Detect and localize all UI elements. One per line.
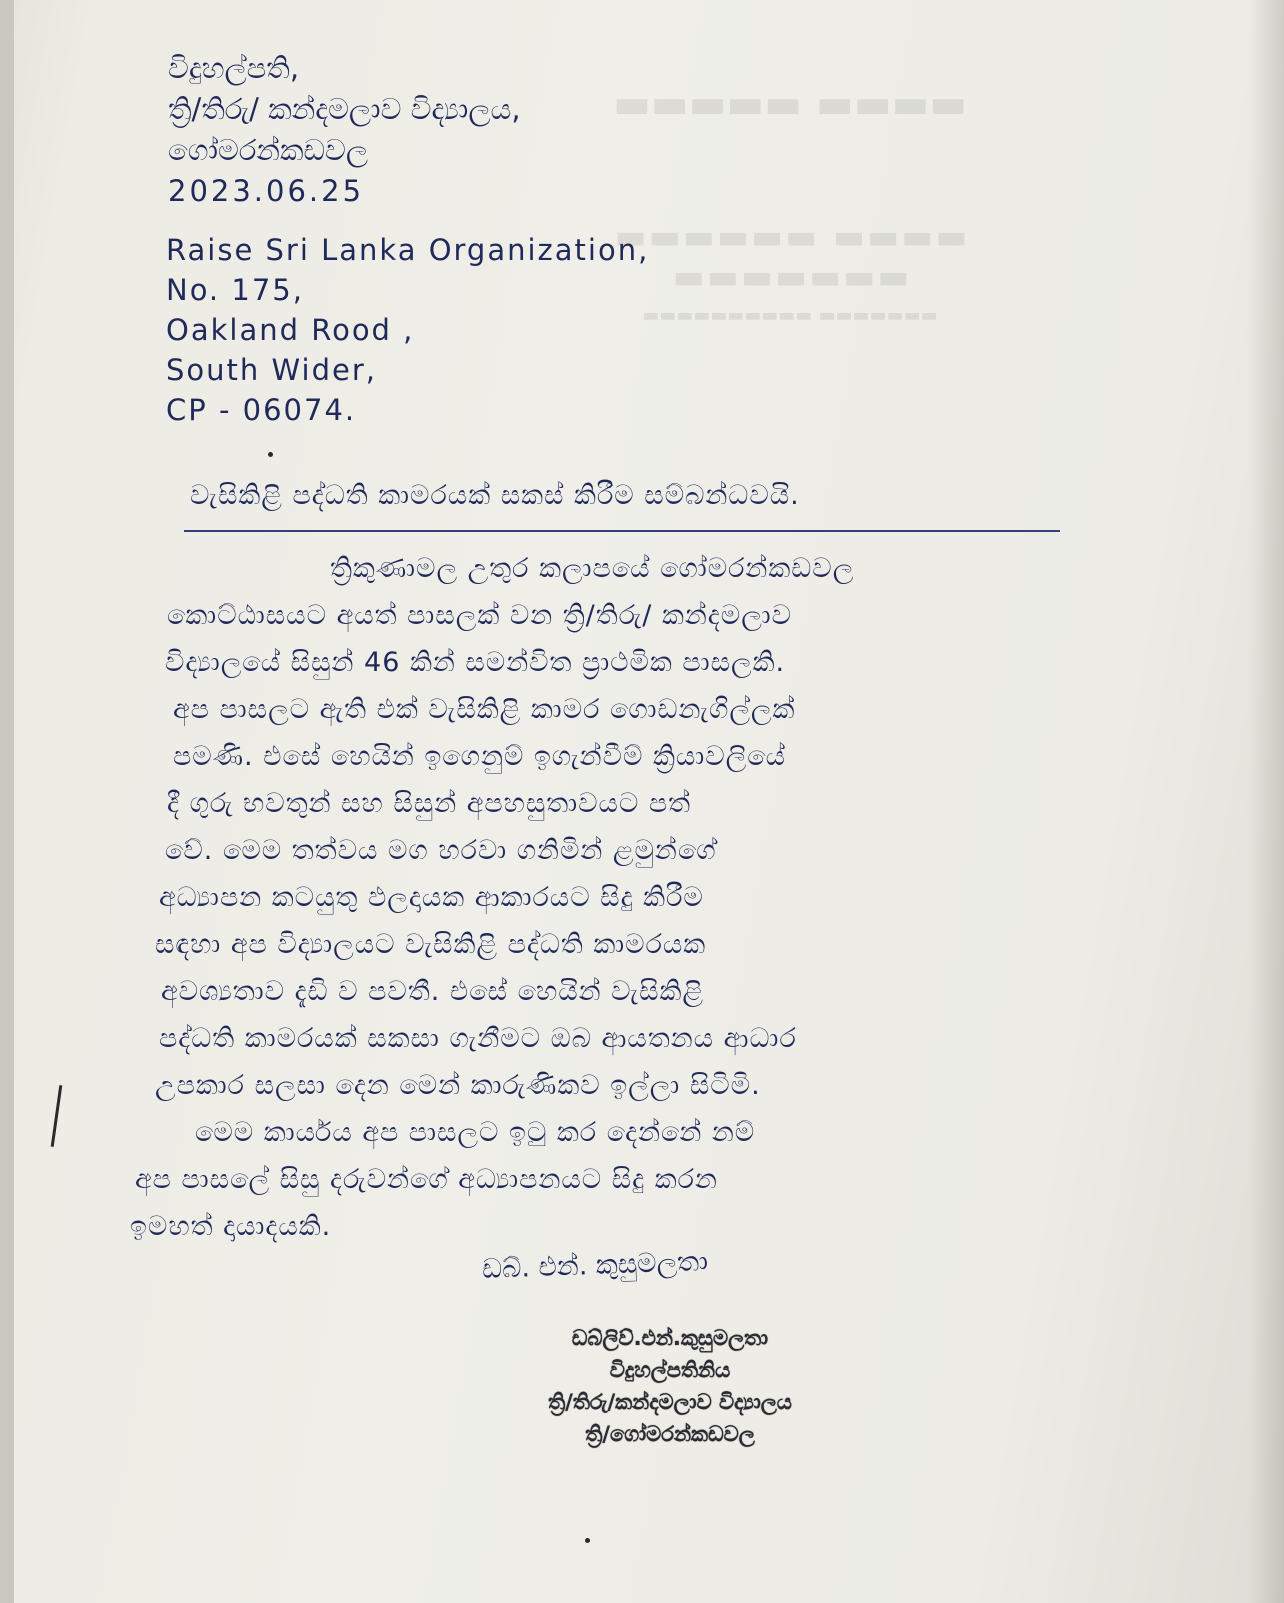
body-line: දී ගුරු භවතුන් සහ සිසුන් අපහසුතාවයට පත් <box>167 788 692 819</box>
sender-line: ත්‍රි/තිරු/ කන්දමලාව විද්‍යාලය, <box>168 92 521 126</box>
body-line: මෙම කාර්යය අප පාසලට ඉටු කර දෙන්නේ නම් <box>195 1117 756 1148</box>
body-line: පද්ධති කාමරයක් සකසා ගැනීමට ඔබ ආයතනය ආධාර <box>159 1023 797 1054</box>
body-line: වේ. මෙම තත්වය මග හරවා ගනිමින් ළමුන්ගේ <box>165 835 717 866</box>
body-line: පමණි. එසේ හෙයින් ඉගෙනුම් ඉගැන්වීම් ක්‍රියාවලියේ <box>173 741 787 772</box>
body-line: අප පාසලට ඇති එක් වැසිකිළි කාමර ගොඩනැගිල්ලක් <box>173 694 796 725</box>
body-line: කොට්ඨාසයට අයත් පාසලක් වන ත්‍රි/තිරු/ කන්දමලාව <box>167 600 793 631</box>
sender-line: ගෝමරන්කඩවල <box>168 133 368 167</box>
ink-dot <box>268 452 273 457</box>
handwritten-signature: ඩබ්. එන්. කුසුමලතා <box>481 1246 709 1285</box>
margin-pen-mark <box>51 1085 63 1147</box>
sender-address <box>168 48 521 212</box>
stamp-line: ඩබ්ලිව්.එන්.කුසුමලතා <box>571 1326 769 1350</box>
letterhead-bleed-through: ▬▬▬▬ ▬▬▬▬▬ ▬▬▬▬ ▬▬▬▬▬▬ ▬▬▬▬▬▬▬ ▬▬▬▬▬▬▬ ▬▬▬▬▬▬▬▬▬▬ <box>612 80 968 326</box>
subject-underline <box>184 530 1060 532</box>
page-edge-right <box>1248 0 1284 1603</box>
body-line: උපකාර සලසා දෙන මෙන් කාරුණිකව ඉල්ලා සිටිමි. <box>155 1070 761 1101</box>
recipient-line: South Wider, <box>166 353 377 387</box>
stamp-line: ත්‍රි/තිරු/කන්දමලාව විද්‍යාලය <box>548 1390 792 1414</box>
body-line: විද්‍යාලයේ සිසුන් 46 කින් සමන්විත ප්‍රාථමික පාසලකි. <box>165 647 786 678</box>
body-line: ඉමහත් දායාදයකි. <box>130 1211 332 1242</box>
principal-name-stamp <box>440 1322 900 1450</box>
body-line: අප පාසලේ සිසු දරුවන්ගේ අධ්‍යාපනයට සිදු කරන <box>135 1164 718 1195</box>
body-line: සඳහා අප විද්‍යාලයට වැසිකිළි පද්ධති කාමරයක <box>155 929 707 960</box>
letter-subject: වැසිකිළි පද්ධති කාමරයක් සකස් කිරීම සම්බන්ධවයි. <box>190 480 800 511</box>
recipient-line: Oakland Rood , <box>166 313 415 347</box>
body-line: අවශ්‍යතාව දැඩි ව පවතී. එසේ හෙයින් වැසිකිළි <box>161 976 705 1007</box>
recipient-line: Raise Sri Lanka Organization, <box>166 233 650 267</box>
ink-dot <box>585 1538 590 1543</box>
page-edge-left <box>0 0 14 1603</box>
body-line: ත්‍රිකුණාමල උතුර කලාපයේ ගෝමරන්කඩවල <box>330 553 855 584</box>
stamp-line: ත්‍රි/ගෝමරන්කඩවල <box>585 1422 755 1446</box>
sender-line: විදුහල්පති, <box>168 51 300 85</box>
letter-body <box>130 545 1165 1250</box>
body-line: අධ්‍යාපන කටයුතු ඵලදායක ආකාරයට සිදු කිරීම <box>159 882 704 913</box>
recipient-address <box>166 230 649 430</box>
letter-date: 2023.06.25 <box>168 174 365 208</box>
recipient-line: No. 175, <box>166 273 304 307</box>
stamp-line: විදුහල්පතිනිය <box>609 1358 731 1382</box>
recipient-line: CP - 06074. <box>166 393 357 427</box>
